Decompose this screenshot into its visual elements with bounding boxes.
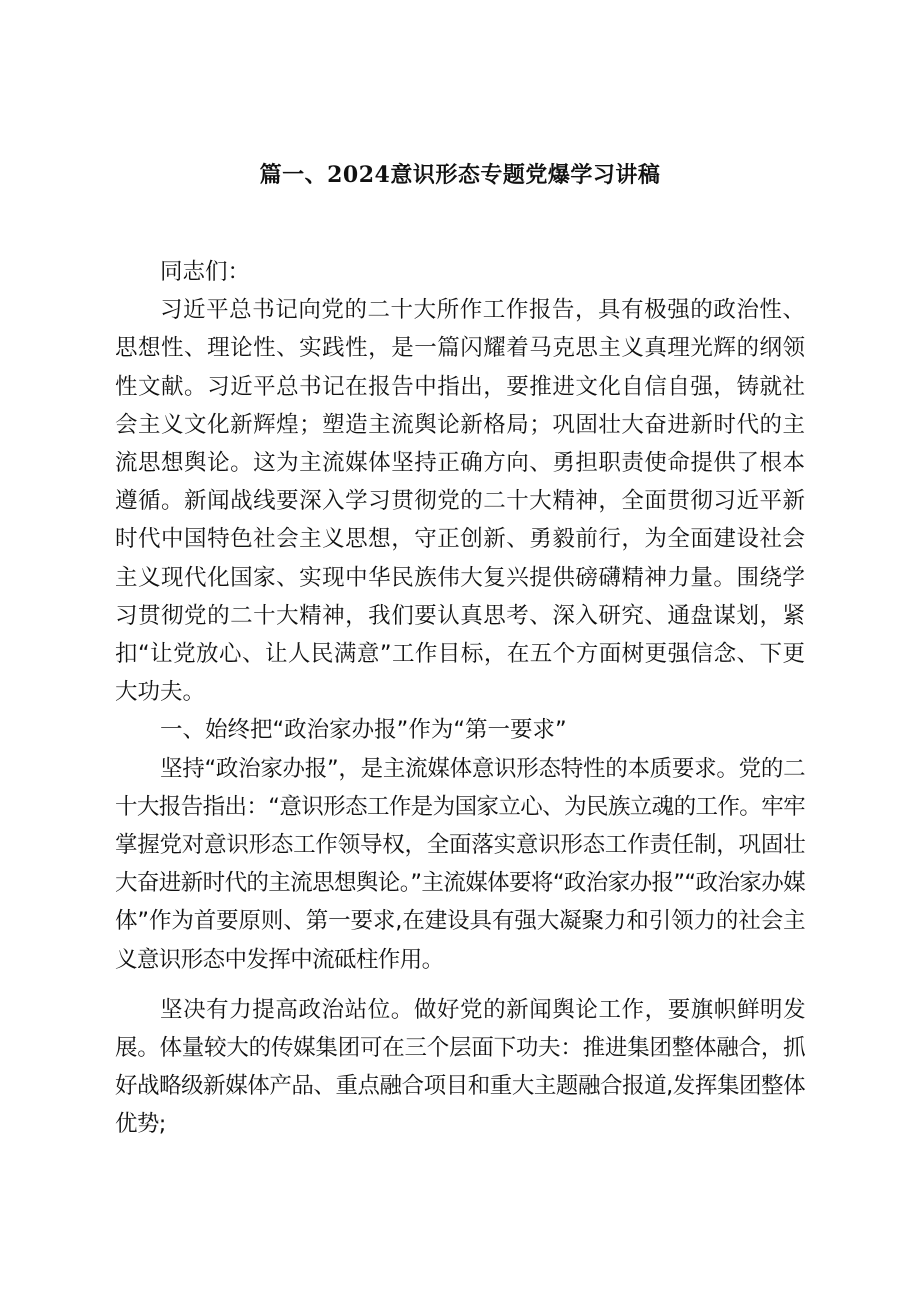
paragraph: 坚持“政治家办报”，是主流媒体意识形态特性的本质要求。党的二十大报告指出：“意识形态工作是为国家立心、为民族立魂的工作。牢牢掌握党对意识形态工作领导权，全面落实意识形态工作责任制，巩固壮大奋进新时代的主流思想舆论。”主流媒体要将“政治家办报”“政治家办媒体”作为首要原则、第一要求,在建设具有强大凝聚力和引领力的社会主义意识形态中发挥中流砥柱作用。: [115, 755, 805, 973]
paragraph: 习近平总书记向党的二十大所作工作报告，具有极强的政治性、思想性、理论性、实践性，是一篇闪耀着马克思主义真理光辉的纲领性文献。习近平总书记在报告中指出，要推进文化自信自强，铸就社会主义文化新辉煌；塑造主流舆论新格局；巩固壮大奋进新时代的主流思想舆论。这为主流媒体坚持正确方向、勇担职责使命提供了根本遵循。新闻战线要深入学习贯彻党的二十大精神，全面贯彻习近平新时代中国特色社会主义思想，守正创新、勇毅前行，为全面建设社会主义现代化国家、实现中华民族伟大复兴提供磅礴精神力量。围绕学习贯彻党的二十大精神，我们要认真思考、深入研究、通盘谋划，紧扣“让党放心、让人民满意”工作目标，在五个方面树更强信念、下更大功夫。: [115, 297, 805, 706]
document-title: 篇一、2024意识形态专题党爆学习讲稿: [259, 162, 661, 188]
paragraph: 坚决有力提高政治站位。做好党的新闻舆论工作，要旗帜鲜明发展。体量较大的传媒集团可在三个层面下功夫：推进集团整体融合，抓好战略级新媒体产品、重点融合项目和重大主题融合报道,发挥集团整体优势;: [115, 996, 805, 1138]
document-body: [115, 253, 805, 1144]
salutation: 同志们：: [160, 259, 251, 285]
section-heading: 一、始终把“政治家办报”作为“第一要求”: [160, 717, 567, 744]
